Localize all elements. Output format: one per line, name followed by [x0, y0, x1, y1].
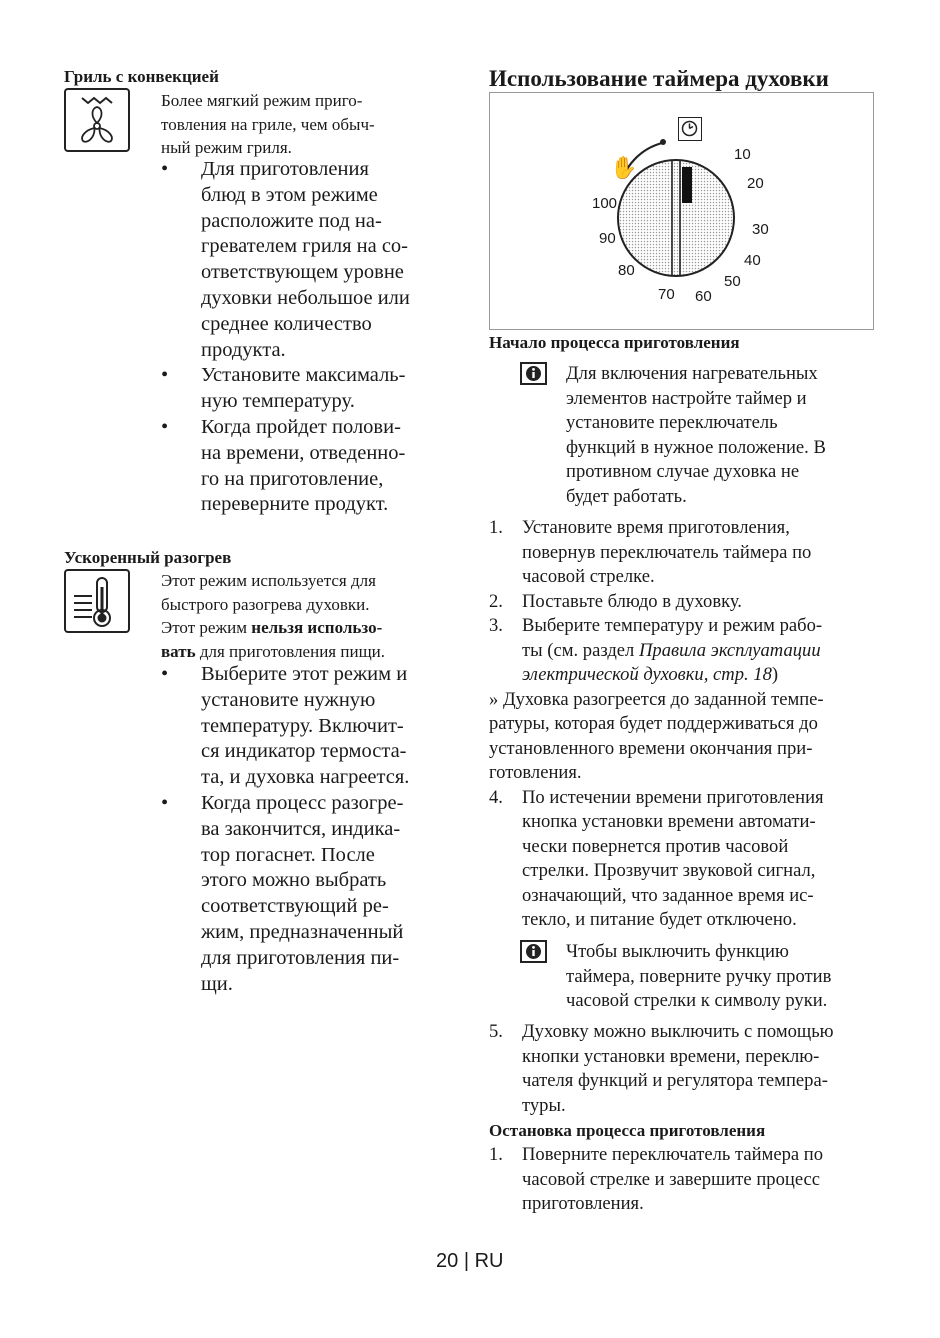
grill-fan-icon [64, 88, 130, 152]
page-footer [436, 1250, 503, 1273]
dial-label: 10 [734, 146, 751, 163]
preheat-bullets [161, 662, 451, 997]
info-note-1: Для включения нагревательных элементов настройте таймер и установите переключатель функций в нужное положение. В противном случае духовка не будет работать. [566, 363, 826, 507]
timer-clock-icon [678, 117, 702, 141]
dial-label: 50 [724, 273, 741, 290]
grill-convection-heading: Гриль с конвекцией [64, 67, 219, 86]
dial-label: 100 [592, 195, 618, 212]
stop-cooking-heading: Остановка процесса приготовления [489, 1121, 766, 1140]
list-item: 2. Поставьте блюдо в духовку. [489, 590, 742, 612]
result-text: » Духовка разогреется до заданной темпе- ратуры, которая будет поддерживаться до установленного времени окончания при- готовления. [489, 688, 824, 783]
hand-icon: ✋ [610, 155, 638, 180]
start-cooking-heading: Начало процесса приготовления [489, 333, 740, 352]
start-steps [489, 516, 889, 933]
dial-label: 60 [695, 288, 712, 305]
list-item: 1. Установите время приготовления, повернув переключатель таймера по часовой стрелке. [489, 517, 812, 587]
grill-bullets [161, 157, 451, 518]
info-note-2: Чтобы выключить функцию таймера, поверните ручку против часовой стрелки к символу руки. [566, 941, 832, 1011]
dial-label: 90 [599, 230, 616, 247]
step-5 [489, 1020, 889, 1118]
list-item: • Установите максималь- ную температуру. [161, 364, 406, 413]
list-item: 1. Поверните переключатель таймера по часовой стрелке и завершите процесс приготовления. [489, 1144, 824, 1214]
thermometer-icon [64, 569, 130, 633]
knob-pointer [682, 167, 692, 203]
language-code: RU [474, 1250, 504, 1272]
list-item: 5. Духовку можно выключить с помощью кнопки установки времени, переклю- чателя функций и регулятора темпера- туры. [489, 1021, 834, 1116]
list-item: • Когда процесс разогре- ва закончится, индика- тор погаснет. После этого можно выбрать соответствующий ре- жим, предназначенный для приготовления пи- щи. [161, 791, 404, 995]
list-item: 3. Выберите температуру и режим рабо- ты (см. раздел Правила эксплуатации электрической духовки, стр. 18) [489, 615, 823, 685]
preheat-description: Этот режим используется для быстрого разогрева духовки. Этот режим нельзя использо- вать для приготовления пищи. [161, 571, 386, 661]
list-item: 4. По истечении времени приготовления кнопка установки времени автомати- чески повернется против часовой стрелки. Прозвучит звуковой сигнал, означающий, что заданное время ис- текло, и питание будет отключено. [489, 786, 824, 930]
dial-label: 80 [618, 262, 635, 279]
grill-description: Более мягкий режим приго- товления на гриле, чем обыч- ный режим гриля. [161, 91, 375, 158]
dial-label: 20 [747, 175, 764, 192]
fast-preheat-heading: Ускоренный разогрев [64, 548, 232, 567]
dial-label: 70 [658, 286, 675, 303]
footer-separator: | [463, 1250, 470, 1272]
list-item: • Выберите этот режим и установите нужную температуру. Включит- ся индикатор термоста- та, и духовка нагреется. [161, 663, 410, 789]
timer-dial-figure [489, 92, 874, 330]
page-number: 20 [436, 1250, 459, 1272]
stop-steps [489, 1143, 889, 1217]
page-title: Использование таймера духовки [489, 66, 829, 91]
list-item: • Когда пройдет полови- на времени, отведенно- го на приготовление, переверните продукт. [161, 415, 406, 516]
dial-label: 30 [752, 221, 769, 238]
list-item: • Для приготовления блюд в этом режиме расположите под на- гревателем гриля на со- ответствующем уровне духовки небольшое или среднее количество продукта. [161, 158, 410, 361]
info-icon [520, 362, 547, 385]
info-icon [520, 940, 547, 963]
dial-label: 40 [744, 252, 761, 269]
